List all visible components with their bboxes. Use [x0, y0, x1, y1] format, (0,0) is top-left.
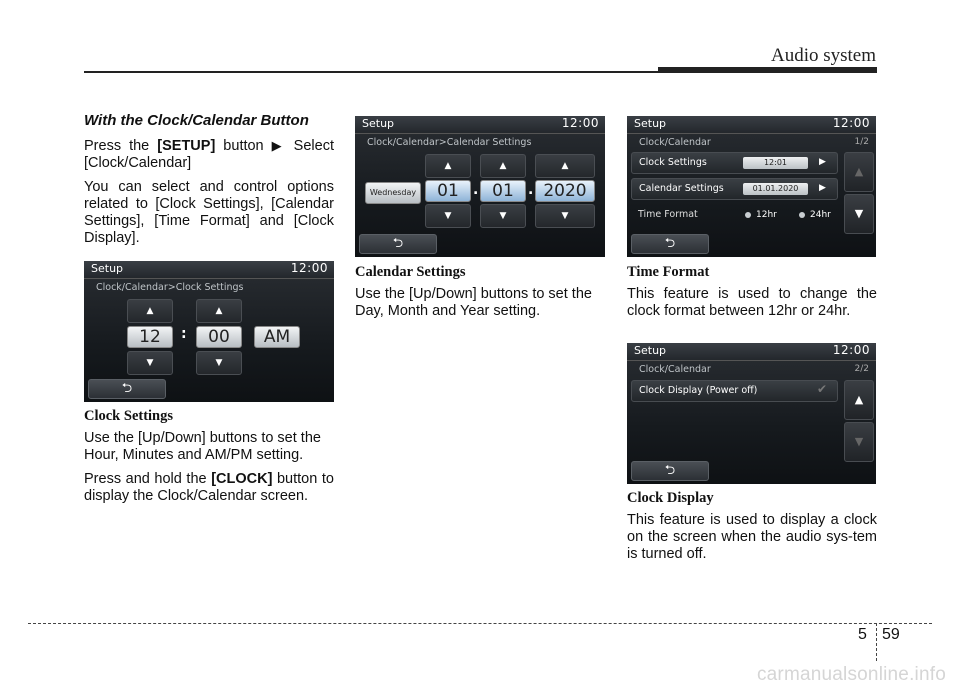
time-format-section [627, 264, 877, 327]
radio-dot-icon [799, 212, 805, 218]
screen-title-bar [355, 116, 605, 134]
screen-title: Setup [634, 117, 667, 130]
hour-down-button[interactable]: ▼ [127, 351, 173, 375]
clock-settings-value: 12:01 [743, 157, 808, 169]
clock-settings-paragraph-2: Press and hold the [CLOCK] button to display the Clock/Calendar screen. [84, 471, 334, 504]
page-indicator: 2/2 [854, 364, 869, 374]
section-number: 5 [858, 626, 867, 643]
clock-display-paragraph: This feature is used to display a clock on the screen when the audio sys-tem is turned off. [627, 512, 877, 562]
scroll-down-button[interactable]: ▼ [844, 194, 874, 234]
page-number-divider [876, 623, 877, 661]
clock-settings-section [84, 408, 334, 512]
time-separator: : [181, 326, 187, 342]
month-up-button[interactable]: ▲ [480, 154, 526, 178]
year-up-button[interactable]: ▲ [535, 154, 595, 178]
intro-section [84, 112, 334, 254]
radio-dot-icon [745, 212, 751, 218]
screen-breadcrumb: Clock/Calendar>Clock Settings [96, 282, 244, 293]
clock-settings-paragraph-1: Use the [Up/Down] buttons to set the Hour, Minutes and AM/PM setting. [84, 430, 321, 463]
calendar-settings-heading: Calendar Settings [355, 264, 466, 280]
back-button[interactable] [359, 234, 437, 254]
page-indicator: 1/2 [854, 137, 869, 147]
screen-title: Setup [362, 117, 395, 130]
radio-24hr[interactable]: 24hr [799, 210, 831, 220]
scroll-up-button[interactable]: ▲ [844, 152, 874, 192]
time-format-row: Time Format [638, 209, 698, 220]
hour-up-button[interactable]: ▲ [127, 299, 173, 323]
time-format-heading: Time Format [627, 264, 710, 280]
screen-title: Setup [634, 344, 667, 357]
clock-display-screen [627, 343, 876, 484]
calendar-settings-row[interactable]: Calendar Settings [631, 178, 838, 200]
day-down-button[interactable]: ▼ [425, 204, 471, 228]
play-arrow-icon: ▶ [819, 157, 826, 167]
scroll-down-button[interactable]: ▼ [844, 422, 874, 462]
intro-heading: With the Clock/Calendar Button [84, 112, 309, 129]
hour-value: 12 [127, 326, 173, 348]
calendar-settings-screen [355, 116, 605, 257]
clock-settings-row[interactable]: Clock Settings [631, 152, 838, 174]
footer-rule [28, 623, 932, 624]
ampm-value: AM [254, 326, 300, 348]
date-separator: . [528, 182, 534, 198]
back-button[interactable] [88, 379, 166, 399]
screen-breadcrumb: Clock/Calendar [639, 137, 711, 148]
clock-display-section [627, 490, 877, 570]
back-arrow-icon: ⮌ [664, 236, 676, 251]
intro-paragraph-1: Press the [SETUP] button ▶ Select [Clock/Calendar] [84, 138, 334, 171]
checkmark-icon: ✔ [817, 382, 828, 396]
play-arrow-icon: ▶ [819, 183, 826, 193]
date-separator: . [473, 182, 479, 198]
screen-clock: 12:00 [561, 116, 599, 130]
back-arrow-icon: ⮌ [664, 463, 676, 478]
back-arrow-icon: ⮌ [392, 236, 404, 251]
radio-12hr[interactable]: 12hr [745, 210, 777, 220]
year-value: 2020 [535, 180, 595, 202]
minute-up-button[interactable]: ▲ [196, 299, 242, 323]
page-number: 59 [882, 626, 900, 643]
clock-display-row[interactable]: Clock Display (Power off) [631, 380, 838, 402]
screen-title-bar [84, 261, 334, 279]
minute-value: 00 [196, 326, 242, 348]
clock-display-heading: Clock Display [627, 490, 714, 506]
running-header: Audio system [770, 45, 876, 66]
header-rule [84, 71, 658, 73]
day-value: 01 [425, 180, 471, 202]
screen-title: Setup [91, 262, 124, 275]
back-button[interactable] [631, 234, 709, 254]
intro-paragraph-2: You can select and control options related to [Clock Settings], [Calendar Settings], [Time Format] and [Clock Display]. [84, 179, 334, 246]
arrow-right-icon: ▶ [271, 138, 286, 153]
clock-settings-heading: Clock Settings [84, 408, 174, 424]
calendar-settings-paragraph: Use the [Up/Down] buttons to set the Day, Month and Year setting. [355, 286, 592, 319]
day-up-button[interactable]: ▲ [425, 154, 471, 178]
scroll-up-button[interactable]: ▲ [844, 380, 874, 420]
weekday-value: Wednesday [365, 182, 421, 204]
month-value: 01 [480, 180, 526, 202]
screen-breadcrumb: Clock/Calendar>Calendar Settings [367, 137, 532, 148]
calendar-settings-section [355, 264, 605, 327]
time-format-screen [627, 116, 876, 257]
screen-clock: 12:00 [832, 116, 870, 130]
screen-clock: 12:00 [832, 343, 870, 357]
clock-settings-screen [84, 261, 334, 402]
watermark: carmanualsonline.info [756, 664, 946, 685]
time-format-paragraph: This feature is used to change the clock format between 12hr or 24hr. [627, 286, 877, 319]
header-rule-thick [658, 67, 877, 73]
calendar-settings-value: 01.01.2020 [743, 183, 808, 195]
year-down-button[interactable]: ▼ [535, 204, 595, 228]
month-down-button[interactable]: ▼ [480, 204, 526, 228]
back-button[interactable] [631, 461, 709, 481]
screen-title-bar [627, 343, 876, 361]
back-arrow-icon: ⮌ [121, 381, 133, 396]
screen-title-bar [627, 116, 876, 134]
screen-breadcrumb: Clock/Calendar [639, 364, 711, 375]
minute-down-button[interactable]: ▼ [196, 351, 242, 375]
screen-clock: 12:00 [290, 261, 328, 275]
